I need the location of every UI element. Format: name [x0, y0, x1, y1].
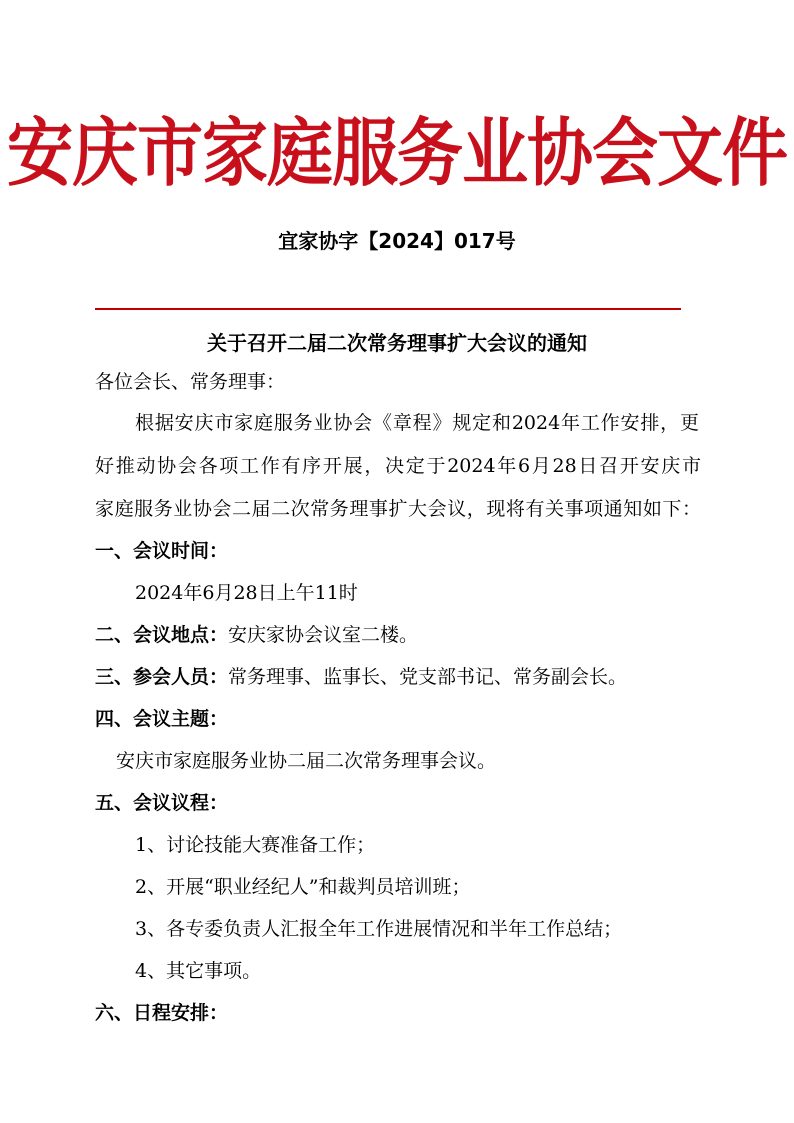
section-agenda-label: 五、会议议程： — [95, 792, 229, 814]
agenda-item-3: 3、各专委负责人汇报全年工作进展情况和半年工作总结； — [135, 918, 623, 940]
notice-title: 关于召开二届二次常务理事扩大会议的通知 — [207, 331, 587, 355]
intro-line-3: 家庭服务业协会二届二次常务理事扩大会议，现将有关事项通知如下： — [95, 498, 701, 520]
section-theme-label: 四、会议主题： — [95, 708, 229, 730]
section-place — [95, 621, 418, 649]
salutation: 各位会长、常务理事： — [95, 371, 286, 393]
agenda-item-1: 1、讨论技能大赛准备工作； — [135, 834, 376, 856]
section-theme-value: 安庆市家庭服务业协二届二次常务理事会议。 — [116, 750, 497, 772]
section-attendees-label: 三、参会人员： — [95, 666, 229, 688]
intro-line-1: 根据安庆市家庭服务业协会《章程》规定和2024年工作安排，更 — [135, 412, 699, 434]
section-time-label: 一、会议时间： — [95, 540, 229, 562]
section-time-value: 2024年6月28日上午11时 — [135, 582, 358, 604]
masthead-title: 安庆市家庭服务业协会文件 — [7, 109, 787, 197]
section-place-value: 安庆家协会议室二楼。 — [228, 624, 419, 646]
red-divider-rule — [95, 308, 681, 310]
agenda-item-4: 4、其它事项。 — [135, 960, 262, 982]
section-place-label: 二、会议地点： — [95, 624, 229, 646]
section-attendees-value: 常务理事、监事长、党支部书记、常务副会长。 — [228, 666, 628, 688]
section-attendees — [95, 663, 627, 691]
section-schedule-label: 六、日程安排： — [95, 1002, 229, 1024]
document-number: 宜家协字【2024】017号 — [278, 229, 516, 253]
intro-line-2: 好推动协会各项工作有序开展，决定于2024年6月28日召开安庆市 — [95, 455, 701, 477]
agenda-item-2: 2、开展“职业经纪人”和裁判员培训班； — [135, 876, 471, 898]
